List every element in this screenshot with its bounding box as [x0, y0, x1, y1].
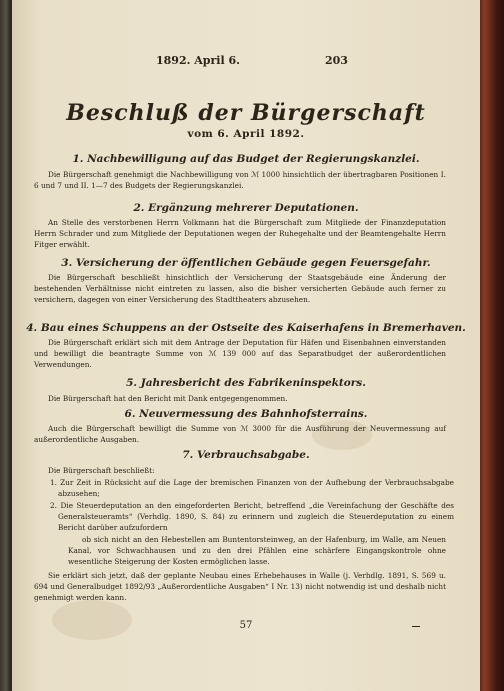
section-heading-6: 6. Neuvermessung des Bahnhofsterrains. — [124, 408, 368, 420]
section-sub-7: ob sich nicht an den Hebestellen am Buntentorsteinweg, an der Hafenburg, im Walle, am Neuen Kanal, vor Schwachhausen und zu den drei Pfählen eine schärfere Eingangskontrole ohne wesentliche Steigerung der Kosten ermöglichen lasse. — [68, 535, 446, 567]
section-closing-7: Sie erklärt sich jetzt, daß der geplante Neubau eines Erhebehauses in Walle (j. Verhdlg. 1891, S. 569 u. 694 und Generalbudget 1892/93 „Außerordentliche Ausgaben“ I Nr. 13) nicht notwendig ist und deshalb nicht genehmigt werden kann. — [34, 571, 446, 603]
section-heading-5: 5. Jahresbericht des Fabrikeninspektors. — [126, 377, 366, 389]
section-text-5: Die Bürgerschaft hat den Bericht mit Dank entgegengenommen. — [48, 394, 288, 403]
section-heading-3: 3. Versicherung der öffentlichen Gebäude gegen Feuersgefahr. — [61, 257, 431, 269]
section-heading-4: 4. Bau eines Schuppens an der Ostseite des Kaiserhafens in Bremerhaven. — [26, 322, 466, 334]
book-spine-edge — [480, 0, 504, 691]
section-intro-7: Die Bürgerschaft beschließt: — [48, 466, 155, 475]
section-heading-1: 1. Nachbewilligung auf das Budget der Regierungskanzlei. — [72, 153, 420, 165]
section-text-1: Die Bürgerschaft genehmigt die Nachbewilligung von ℳ 1000 hinsichtlich der übertragbaren Positionen I. 6 und 7 und II. 1—7 des Budgets der Regierungskanzlei. — [34, 170, 446, 191]
footer-page-number: 57 — [239, 620, 253, 631]
section-item-7-2: 2. Die Steuerdeputation an den eingeforderten Bericht, betreffend „die Vereinfachung der Geschäfte des Generalsteueramts“ (Verhdlg. 1890, S. 84) zu erinnern und zugleich die Steuerdeputation zu einem Bericht darüber aufzufordern — [50, 501, 454, 533]
section-heading-7: 7. Verbrauchsabgabe. — [182, 449, 310, 461]
section-text-2: An Stelle des verstorbenen Herrn Volkmann hat die Bürgerschaft zum Mitgliede der Finanzdeputation Herrn Schrader und zum Mitgliede der Deputationen wegen der Ruhegehalte und der Beamtengehalte Herrn Fitger erwählt. — [34, 218, 446, 250]
section-text-6: Auch die Bürgerschaft bewilligt die Summe von ℳ 3000 für die Ausführung der Neuvermessung auf außerordentliche Ausgaben. — [34, 424, 446, 445]
section-text-3: Die Bürgerschaft beschließt hinsichtlich der Versicherung der Staatsgebäude eine Änderung der bestehenden Verhältnisse nicht eintreten zu lassen, also die bisher versicherten Gebäude auch ferner zu versichern, dagegen von einer Versicherung des Stadttheaters abzusehen. — [34, 273, 446, 305]
section-heading-2: 2. Ergänzung mehrerer Deputationen. — [133, 202, 359, 214]
paper-sheet — [12, 0, 480, 691]
section-text-4: Die Bürgerschaft erklärt sich mit dem Antrage der Deputation für Häfen und Eisenbahnen einverstanden und bewilligt die beantragte Summe von ℳ 139 000 auf das Separatbudget der außerordentlichen Verwendungen. — [34, 338, 446, 370]
document-subtitle: vom 6. April 1892. — [187, 128, 305, 140]
document-title: Beschluß der Bürgerschaft — [66, 100, 426, 126]
section-item-7-1: 1. Zur Zeit in Rücksicht auf die Lage der bremischen Finanzen von der Aufhebung der Verbrauchsabgabe abzusehen; — [50, 478, 454, 499]
running-header-date: 1892. April 6. — [156, 54, 240, 67]
footer-dash — [412, 626, 420, 627]
page-number: 203 — [325, 54, 348, 67]
